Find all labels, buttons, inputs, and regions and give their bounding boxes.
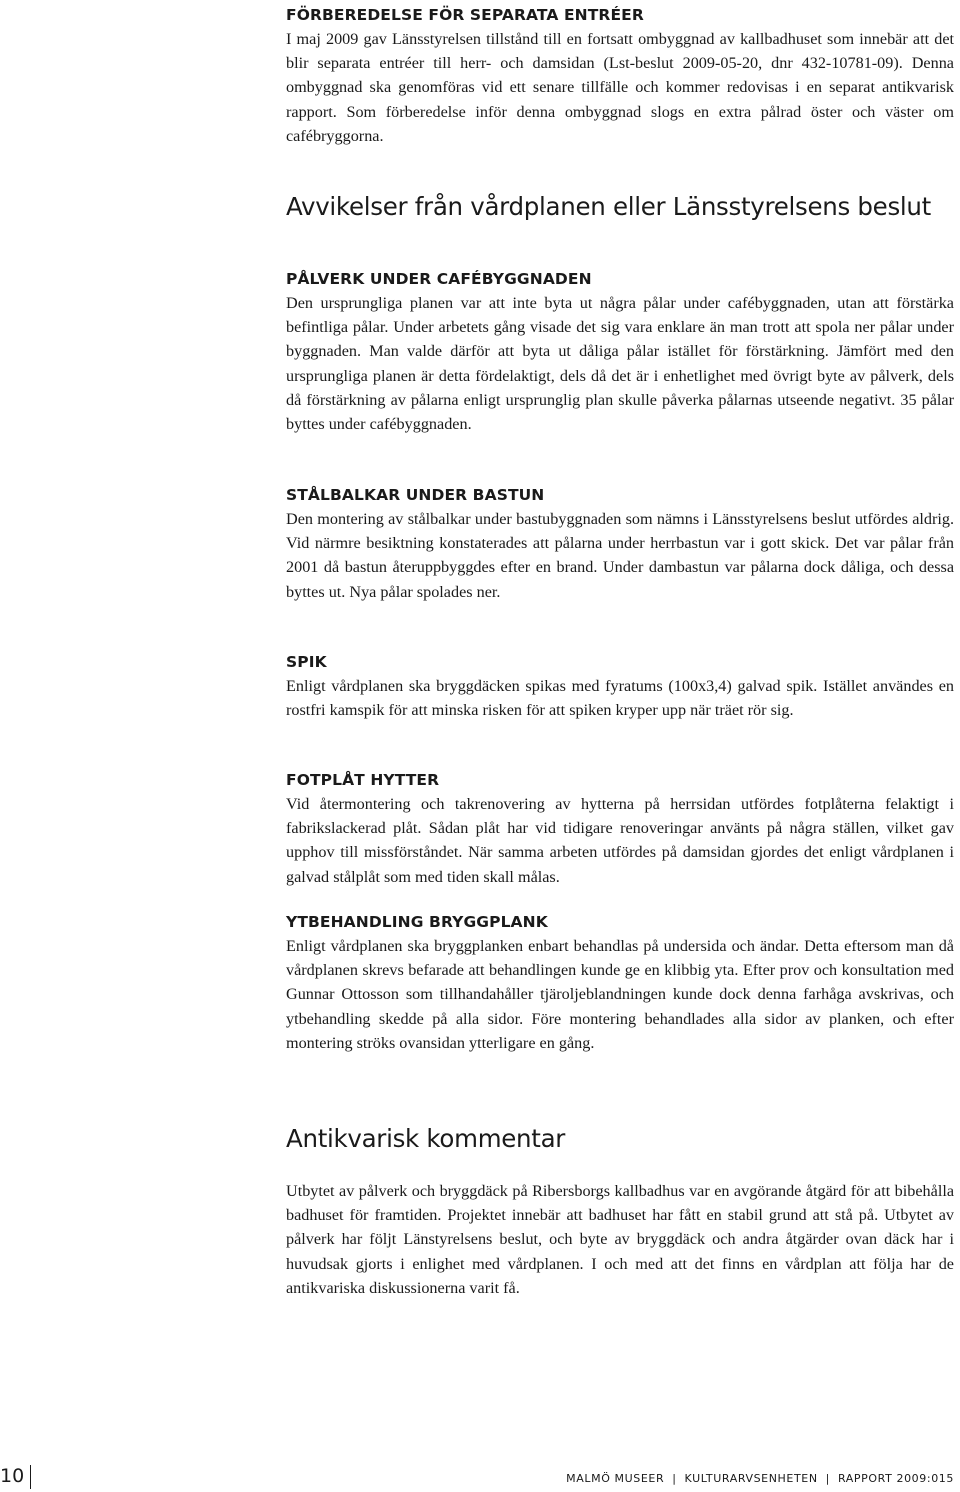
section-heading: PÅLVERK UNDER CAFÉBYGGNADEN bbox=[286, 270, 592, 288]
section-heading: YTBEHANDLING BRYGGPLANK bbox=[286, 913, 548, 931]
section-paragraph: Vid återmontering och takrenovering av hytterna på herrsidan utfördes fotplåterna felaktigt i fabrikslackerad plåt. Sådan plåt har vid tidigare renoveringar använts på några ställen, vilket gav upphov till missförståndet. När samma arbeten utfördes på damsidan gjordes det enligt vårdplanen i galvad stålplåt som med tiden skall målas. bbox=[286, 795, 954, 886]
section-heading: FOTPLÅT HYTTER bbox=[286, 771, 440, 789]
section-antikvarisk-kommentar bbox=[286, 1179, 954, 1300]
section-heading: STÅLBALKAR UNDER BASTUN bbox=[286, 486, 545, 504]
footer-separator: | bbox=[672, 1472, 677, 1485]
footer-separator: | bbox=[825, 1472, 830, 1485]
chapter-heading-avvikelser: Avvikelser från vårdplanen eller Länsstyrelsens beslut bbox=[286, 192, 931, 221]
section-stalbalkar bbox=[286, 483, 954, 604]
section-fotplat bbox=[286, 768, 954, 889]
page-number: 10 bbox=[0, 1465, 25, 1487]
footer-department: KULTURARVSENHETEN bbox=[684, 1472, 818, 1485]
footer-publisher: MALMÖ MUSEER bbox=[566, 1472, 665, 1485]
section-heading: FÖRBEREDELSE FÖR SEPARATA ENTRÉER bbox=[286, 6, 644, 24]
footer-divider bbox=[30, 1465, 31, 1489]
footer-report-number: RAPPORT 2009:015 bbox=[837, 1472, 954, 1485]
footer-publication-info bbox=[566, 1472, 954, 1485]
section-separata-entreer bbox=[286, 3, 954, 148]
section-paragraph: Enligt vårdplanen ska bryggdäcken spikas med fyratums (100x3,4) galvad spik. Istället användes en rostfri kamspik för att minska risken för att spiken kryper upp när träet rör sig. bbox=[286, 677, 954, 720]
page-footer bbox=[0, 1458, 960, 1492]
section-paragraph: Enligt vårdplanen ska bryggplanken enbart behandlas på undersida och ändar. Detta eftersom man då vårdplanen skrevs befarade att behandlingen kunde ge en klibbig yta. Efter prov och konsultation med Gunnar Ottosson som tillhandahåller tjäroljeblandningen kunde dock denna farhåga avskrivas, och ytbehandling skedde på alla sidor. Före montering behandlades alla sidor av planken, och efter montering ströks ovansidan ytterligare en gång. bbox=[286, 937, 954, 1052]
section-heading: SPIK bbox=[286, 653, 327, 671]
section-paragraph: Utbytet av pålverk och bryggdäck på Ribersborgs kallbadhus var en avgörande åtgärd för att bibehålla badhuset för framtiden. Projektet innebär att badhuset har fått en stabil grund att stå på. Utbytet av pålverk har följt Länstyrelsens beslut, och byte av bryggdäck och andra åtgärder ovan däck har i huvudsak gjorts i enlighet med vårdplanen. I och med att det finns en vårdplan att följa har de antikvariska diskussionerna varit få. bbox=[286, 1182, 954, 1297]
section-ytbehandling bbox=[286, 910, 954, 1055]
chapter-heading-antikvarisk: Antikvarisk kommentar bbox=[286, 1124, 566, 1153]
section-paragraph: I maj 2009 gav Länsstyrelsen tillstånd till en fortsatt ombyggnad av kallbadhuset som innebär att det blir separata entréer till herr- och damsidan (Lst-beslut 2009-05-20, dnr 432-10781-09). Denna ombyggnad ska genomföras vid ett senare tillfälle och kommer redovisas i en separat antikvarisk rapport. Som förberedelse inför denna ombyggnad slogs en extra pålrad öster och väster om cafébryggorna. bbox=[286, 30, 954, 145]
section-spik bbox=[286, 650, 954, 722]
section-paragraph: Den ursprungliga planen var att inte byta ut några pålar under cafébyggnaden, utan att förstärka befintliga pålar. Under arbetets gång visade det sig vara enklare än man trott att spola ner pålar under byggnaden. Man valde därför att byta ut dåliga pålar istället för förstärkning. Jämfört med den ursprungliga planen är detta fördelaktigt, dels då det är i enhetlighet med övrigt byte av pålverk, dels då förstärkning av pålarna enligt ursprunglig plan skulle påverka pålarnas utseende negativt. 35 pålar byttes under cafébyggnaden. bbox=[286, 294, 954, 434]
section-palverk bbox=[286, 267, 954, 436]
section-paragraph: Den montering av stålbalkar under bastubyggnaden som nämns i Länsstyrelsens beslut utfördes aldrig. Vid närmre besiktning konstaterades att pålarna under herrbastun var i gott skick. Det var pålar från 2001 då bastun återuppbyggdes efter en brand. Under dambastun var pålarna dock dåliga, och dessa byttes ut. Nya pålar spolades ner. bbox=[286, 510, 954, 601]
